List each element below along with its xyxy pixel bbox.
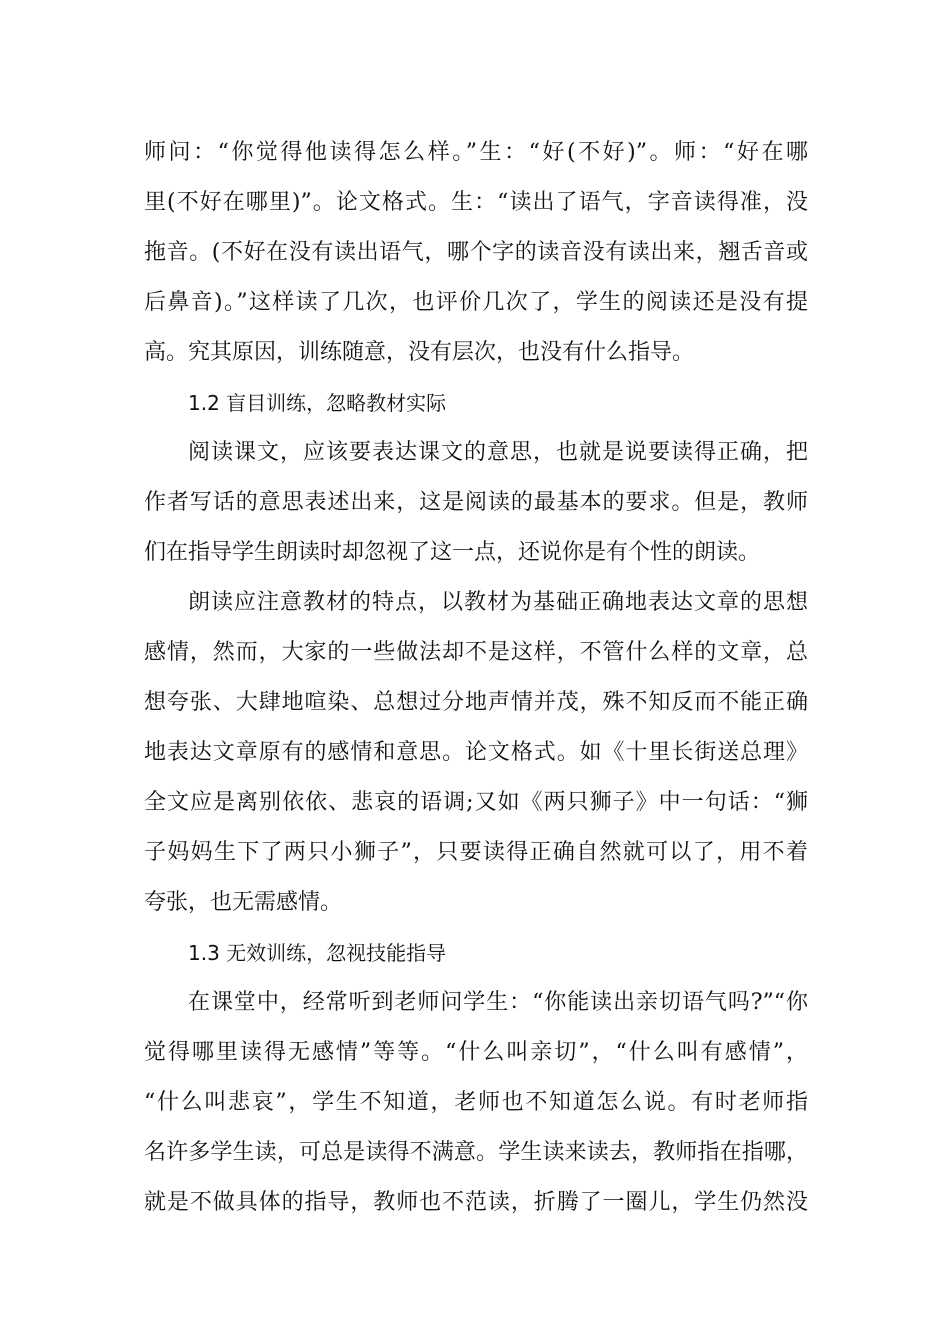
paragraph-line: 拖音。(不好在没有读出语气，哪个字的读音没有读出来，翘舌音或 bbox=[144, 240, 808, 265]
paragraph-line: 后鼻音)。”这样读了几次，也评价几次了，学生的阅读还是没有提 bbox=[144, 290, 808, 315]
paragraph-line: 阅读课文，应该要表达课文的意思，也就是说要读得正确，把 bbox=[188, 440, 808, 465]
paragraph-line: 全文应是离别依依、悲哀的语调;又如《两只狮子》中一句话：“狮 bbox=[144, 790, 808, 815]
section-heading-1-3: 1.3 无效训练，忽视技能指导 bbox=[188, 941, 447, 965]
paragraph-line: 夸张，也无需感情。 bbox=[144, 890, 343, 915]
paragraph-line: 里(不好在哪里)”。论文格式。生：“读出了语气，字音读得准，没 bbox=[144, 190, 808, 215]
paragraph-line: 地表达文章原有的感情和意思。论文格式。如《十里长街送总理》 bbox=[144, 740, 808, 765]
paragraph-line: 就是不做具体的指导，教师也不范读，折腾了一圈儿，学生仍然没 bbox=[144, 1190, 808, 1215]
paragraph-line: 们在指导学生朗读时却忽视了这一点，还说你是有个性的朗读。 bbox=[144, 540, 761, 565]
paragraph-4 bbox=[144, 978, 808, 1228]
paragraph-line: 在课堂中，经常听到老师问学生：“你能读出亲切语气吗?”“你 bbox=[188, 990, 808, 1015]
paragraph-line: 师问：“你觉得他读得怎么样。”生：“好(不好)”。师：“好在哪 bbox=[144, 140, 808, 165]
paragraph-3 bbox=[144, 578, 808, 928]
section-heading-1-2: 1.2 盲目训练，忽略教材实际 bbox=[188, 391, 447, 415]
paragraph-line: 朗读应注意教材的特点，以教材为基础正确地表达文章的思想 bbox=[188, 590, 808, 615]
paragraph-line: 觉得哪里读得无感情”等等。“什么叫亲切”，“什么叫有感情”， bbox=[144, 1040, 808, 1065]
paragraph-line: 感情，然而，大家的一些做法却不是这样，不管什么样的文章，总 bbox=[144, 640, 808, 665]
paragraph-line: 作者写话的意思表述出来，这是阅读的最基本的要求。但是，教师 bbox=[144, 490, 808, 515]
document-body bbox=[144, 128, 808, 1228]
paragraph-2 bbox=[144, 428, 808, 578]
paragraph-line: “什么叫悲哀”，学生不知道，老师也不知道怎么说。有时老师指 bbox=[144, 1090, 808, 1115]
paragraph-line: 名许多学生读，可总是读得不满意。学生读来读去，教师指在指哪， bbox=[144, 1140, 808, 1165]
paragraph-line: 子妈妈生下了两只小狮子”，只要读得正确自然就可以了，用不着 bbox=[144, 840, 808, 865]
paragraph-line: 想夸张、大肆地喧染、总想过分地声情并茂，殊不知反而不能正确 bbox=[144, 690, 808, 715]
paragraph-1 bbox=[144, 128, 808, 378]
paragraph-line: 高。究其原因，训练随意，没有层次，也没有什么指导。 bbox=[144, 340, 695, 365]
